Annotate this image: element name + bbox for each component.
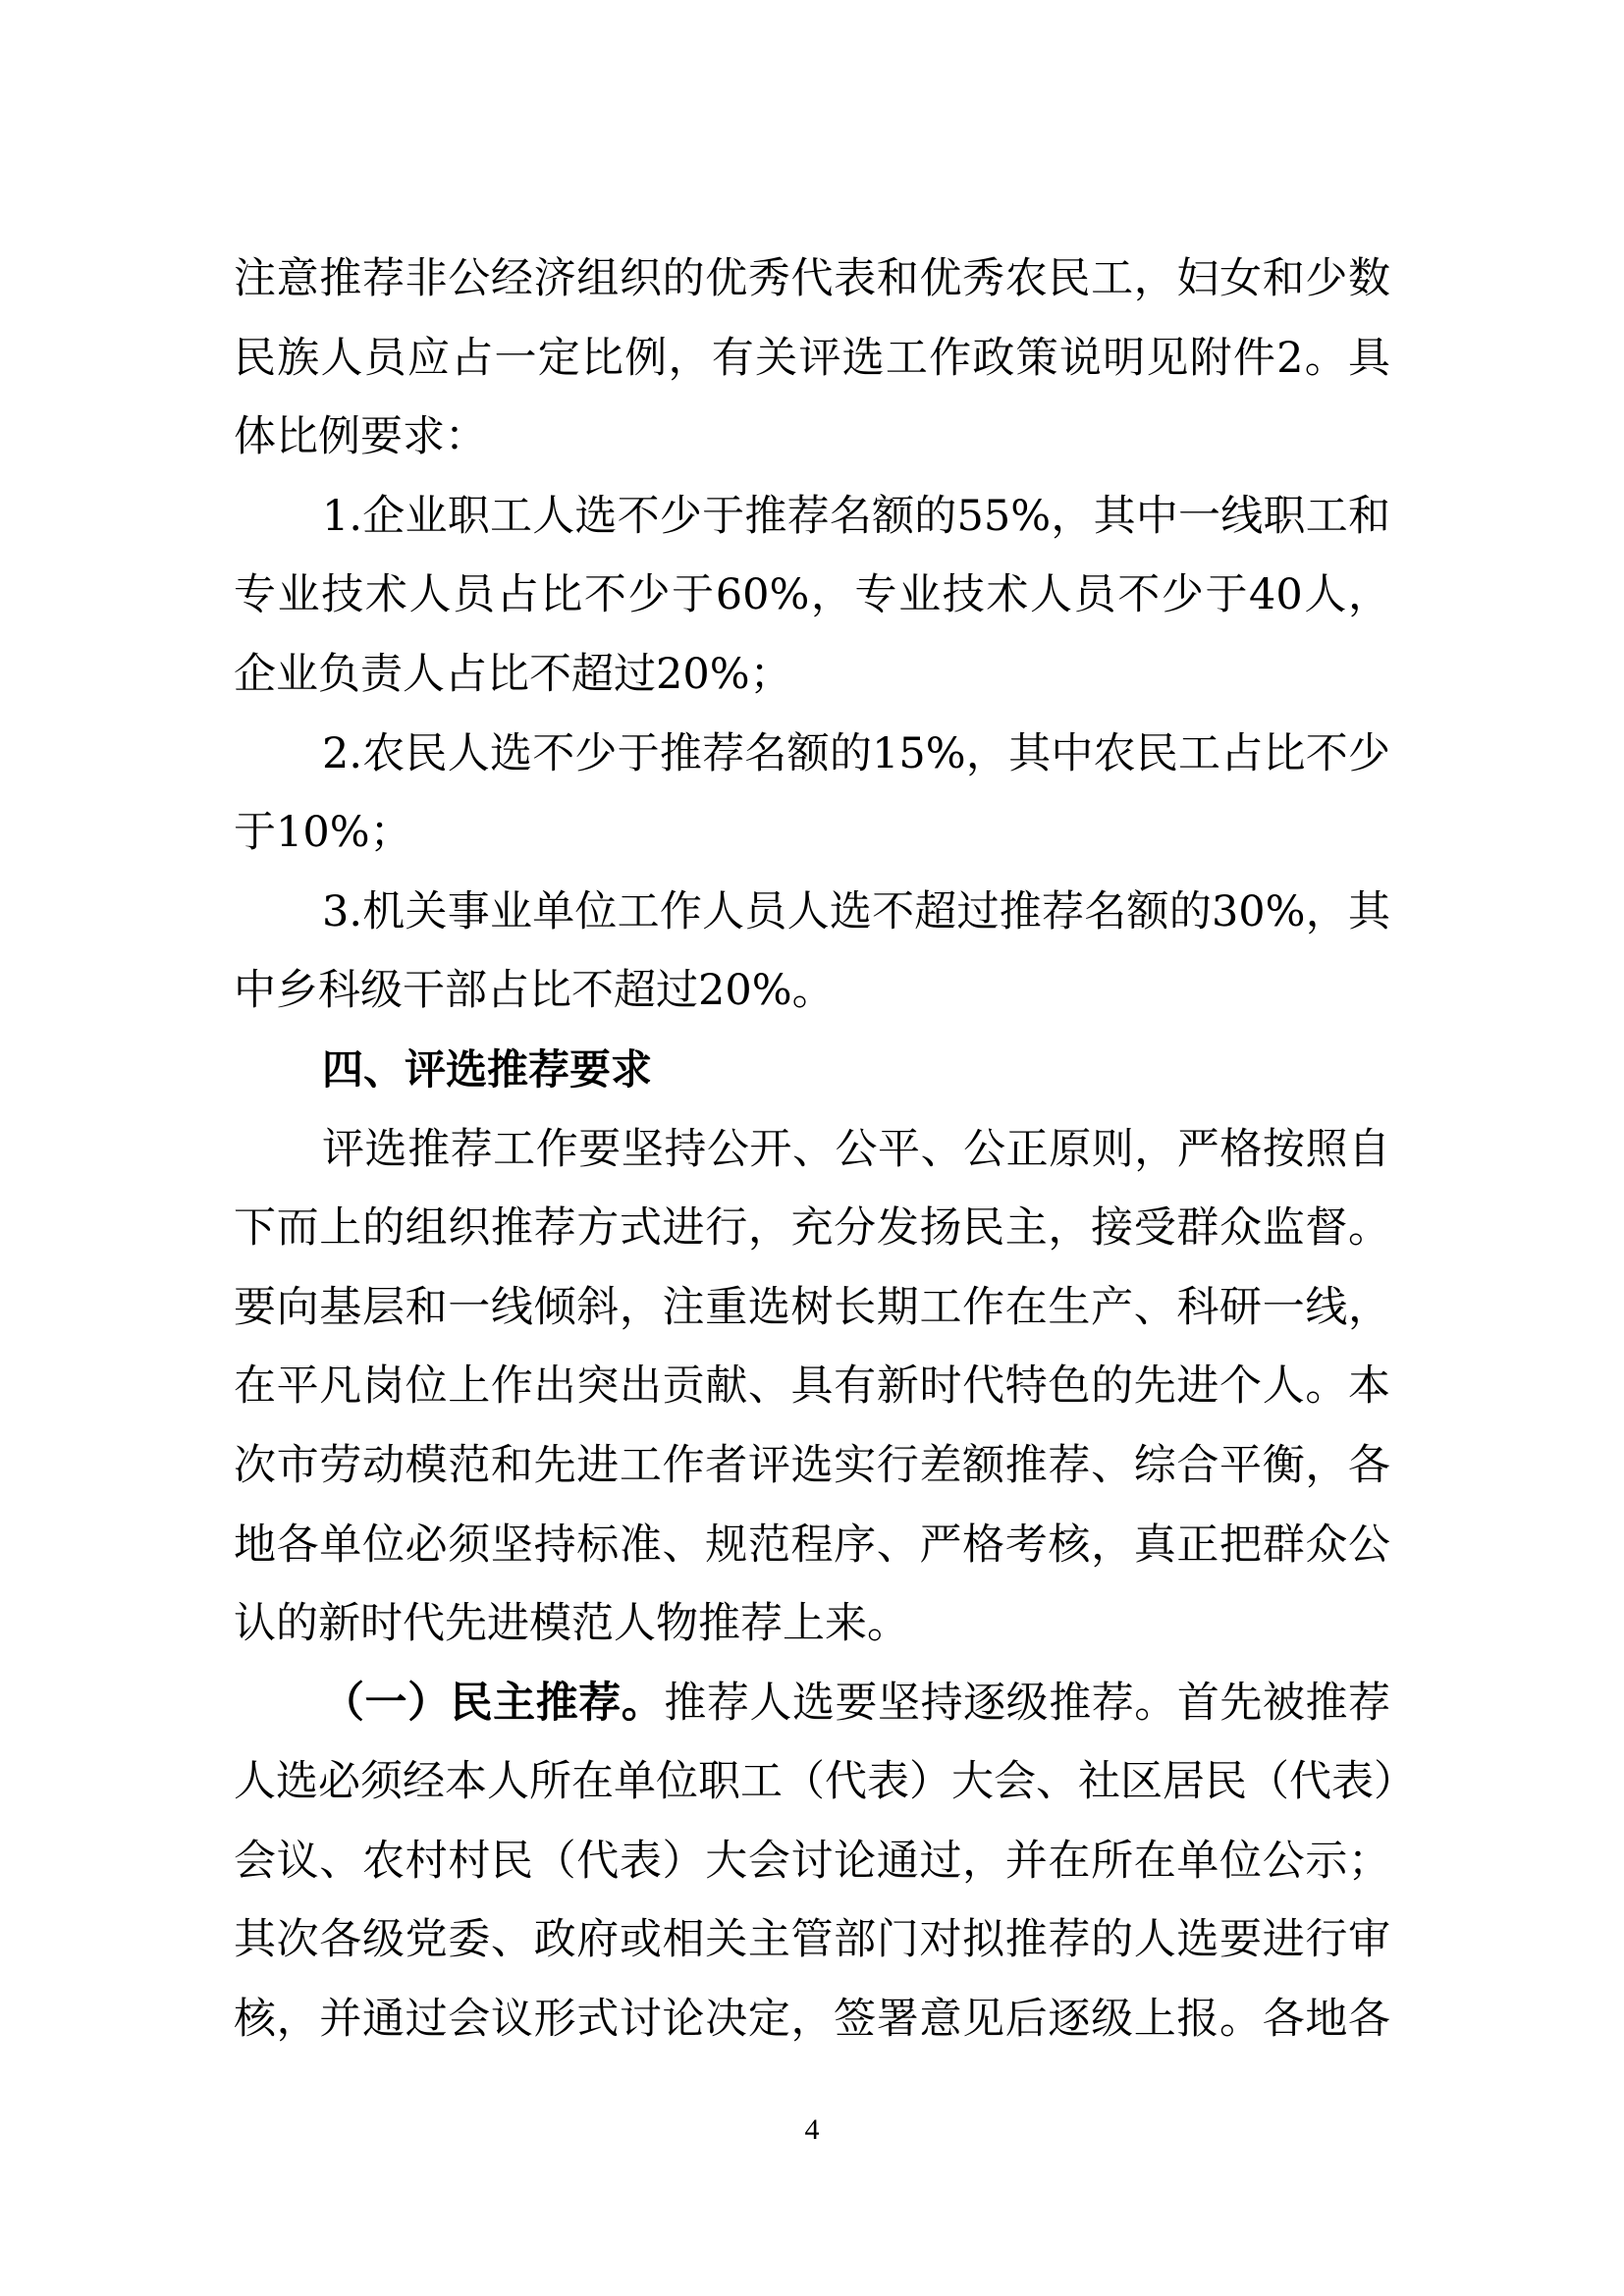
paragraph-line: 要向基层和一线倾斜，注重选树长期工作在生产、科研一线，	[234, 1282, 1390, 1332]
paragraph-line: 下而上的组织推荐方式进行，充分发扬民主，接受群众监督。	[234, 1203, 1390, 1254]
paragraph-line: 认的新时代先进模范人物推荐上来。	[234, 1599, 909, 1649]
subsection-line	[234, 1664, 1390, 1743]
list-item-1-line: 专业技术人员占比不少于60%，专业技术人员不少于40人，	[234, 570, 1390, 620]
subsection-heading: （一）民主推荐。	[322, 1678, 665, 1728]
list-item-2-line: 2.农民人选不少于推荐名额的15%，其中农民工占比不少	[322, 728, 1390, 778]
paragraph-line: 其次各级党委、政府或相关主管部门对拟推荐的人选要进行审	[234, 1915, 1390, 1965]
paragraph-line: 在平凡岗位上作出突出贡献、具有新时代特色的先进个人。本	[234, 1362, 1390, 1412]
list-item-3-line: 中乡科级干部占比不超过20%。	[234, 966, 835, 1016]
paragraph-line: 注意推荐非公经济组织的优秀代表和优秀农民工，妇女和少数	[234, 254, 1390, 303]
paragraph-line: 体比例要求：	[234, 412, 487, 462]
list-item-1-line: 1.企业职工人选不少于推荐名额的55%，其中一线职工和	[322, 491, 1390, 541]
paragraph-line: 民族人员应占一定比例，有关评选工作政策说明见附件2。具	[234, 333, 1390, 383]
body-text	[234, 240, 1416, 2059]
page-number: 4	[804, 2113, 820, 2146]
subsection-text: 推荐人选要坚持逐级推荐。首先被推荐	[664, 1678, 1391, 1728]
paragraph-line: 评选推荐工作要坚持公开、公平、公正原则，严格按照自	[322, 1124, 1390, 1174]
section-heading: 四、评选推荐要求	[322, 1044, 653, 1094]
paragraph-line: 会议、农村村民（代表）大会讨论通过，并在所在单位公示；	[234, 1836, 1390, 1886]
paragraph-line: 次市劳动模范和先进工作者评选实行差额推荐、综合平衡，各	[234, 1440, 1390, 1490]
list-item-1-line: 企业负责人占比不超过20%；	[234, 649, 792, 699]
list-item-2-line: 于10%；	[234, 808, 412, 858]
list-item-3-line: 3.机关事业单位工作人员人选不超过推荐名额的30%，其	[322, 886, 1390, 936]
paragraph-line: 地各单位必须坚持标准、规范程序、严格考核，真正把群众公	[234, 1520, 1390, 1570]
paragraph-line: 人选必须经本人所在单位职工（代表）大会、社区居民（代表）	[234, 1757, 1416, 1807]
paragraph-line: 核，并通过会议形式讨论决定，签署意见后逐级上报。各地各	[234, 1995, 1390, 2045]
